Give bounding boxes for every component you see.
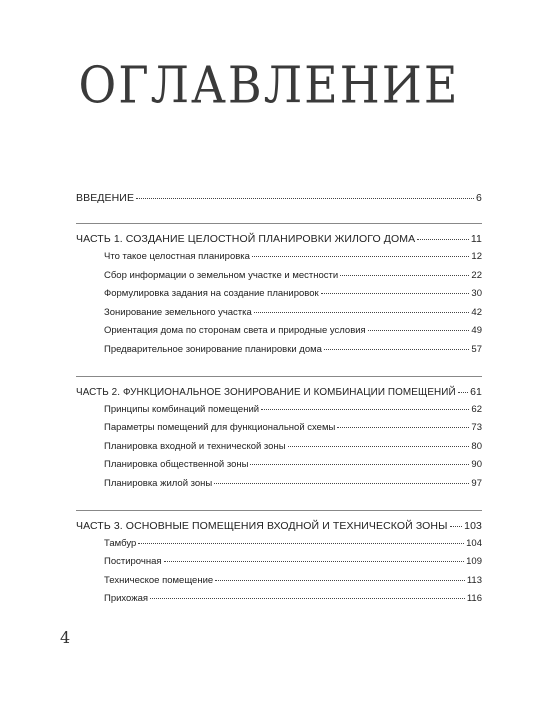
dot-leader: [250, 464, 469, 465]
dot-leader: [136, 198, 474, 199]
toc-subentry[interactable]: [76, 575, 482, 594]
toc-chapter-2[interactable]: [76, 386, 482, 404]
dot-leader: [368, 330, 470, 331]
toc-entry-label: Ориентация дома по сторонам света и природные условия: [104, 325, 366, 337]
toc-subentry[interactable]: [76, 556, 482, 575]
toc-entry-page: 90: [471, 459, 482, 471]
toc-entry-label: Формулировка задания на создание планировок: [104, 288, 319, 300]
toc-subentry[interactable]: [76, 288, 482, 307]
dot-leader: [450, 526, 463, 527]
toc-entry-page: 104: [466, 537, 482, 549]
toc-entry-page: 61: [470, 385, 482, 398]
section-divider: [76, 510, 482, 511]
section-divider: [76, 376, 482, 377]
dot-leader: [138, 543, 464, 544]
toc-entry-label: Прихожая: [104, 593, 149, 605]
toc-entry-page: 6: [476, 192, 482, 204]
toc-subentry[interactable]: [76, 459, 482, 478]
dot-leader: [288, 446, 470, 447]
toc-entry-label: Параметры помещений для функциональной схемы: [104, 422, 336, 434]
page-title: ОГЛАВЛЕНИЕ: [78, 55, 460, 115]
dot-leader: [340, 275, 469, 276]
dot-leader: [254, 312, 470, 313]
toc-chapter-1[interactable]: [76, 233, 482, 251]
toc-entry-page: 103: [464, 519, 482, 532]
toc-subentry[interactable]: [76, 307, 482, 326]
toc-entry-label: ВВЕДЕНИЕ: [76, 192, 135, 204]
dot-leader: [324, 349, 469, 350]
toc-entry-page: 12: [471, 251, 482, 262]
section-divider: [76, 223, 482, 224]
page-number: 4: [60, 628, 71, 647]
toc-entry-label: Техническое помещение: [104, 574, 214, 586]
toc-subentry[interactable]: [76, 478, 482, 497]
toc-subentry[interactable]: [76, 422, 482, 441]
dot-leader: [337, 427, 469, 428]
toc-entry-label: Планировка входной и технической зоны: [104, 440, 286, 452]
toc-subentry[interactable]: [76, 270, 482, 289]
dot-leader: [215, 580, 465, 581]
toc-entry-page: 42: [471, 306, 482, 318]
toc-subentry[interactable]: [76, 441, 482, 460]
toc-subentry[interactable]: [76, 593, 482, 612]
toc-entry-page: 49: [471, 325, 482, 337]
toc-entry-page: 73: [471, 422, 482, 434]
toc-entry-label: Зонирование земельного участка: [104, 306, 252, 318]
toc-entry-page: 62: [471, 403, 482, 415]
toc-entry-page: 30: [471, 288, 482, 300]
toc-entry-page: 11: [470, 233, 482, 245]
toc-entry-label: Постирочная: [104, 556, 162, 568]
toc-entry-label: Что такое целостная планировка: [104, 251, 250, 262]
toc-entry-page: 113: [466, 574, 482, 586]
dot-leader: [252, 256, 469, 257]
toc-entry-introduction[interactable]: [76, 192, 482, 210]
dot-leader: [458, 392, 468, 393]
toc-subentry[interactable]: [76, 344, 482, 363]
dot-leader: [150, 598, 465, 599]
toc-entry-label: Тамбур: [104, 537, 137, 549]
dot-leader: [417, 239, 469, 240]
dot-leader: [214, 483, 469, 484]
toc-entry-label: Планировка общественной зоны: [104, 459, 249, 471]
toc-entry-label: ЧАСТЬ 1. СОЗДАНИЕ ЦЕЛОСТНОЙ ПЛАНИРОВКИ ЖИЛОГО ДОМА: [76, 233, 416, 245]
toc-entry-label: Предварительное зонирование планировки дома: [104, 343, 322, 355]
toc-chapter-3[interactable]: [76, 520, 482, 538]
toc-entry-label: Сбор информации о земельном участке и местности: [104, 269, 339, 281]
toc-entry-page: 22: [471, 269, 482, 281]
toc-entry-page: 109: [466, 556, 482, 568]
toc-entry-page: 57: [471, 343, 482, 355]
dot-leader: [321, 293, 470, 294]
toc-entry-page: 116: [466, 593, 482, 605]
dot-leader: [164, 561, 465, 562]
toc-subentry[interactable]: [76, 404, 482, 423]
toc-entry-label: ЧАСТЬ 2. ФУНКЦИОНАЛЬНОЕ ЗОНИРОВАНИЕ И КОМБИНАЦИИ ПОМЕЩЕНИЙ: [76, 385, 456, 398]
toc-subentry[interactable]: [76, 538, 482, 557]
toc-subentry[interactable]: [76, 251, 482, 270]
toc-entry-label: Принципы комбинаций помещений: [104, 403, 260, 415]
toc-subentry[interactable]: [76, 325, 482, 344]
toc-entry-label: ЧАСТЬ 3. ОСНОВНЫЕ ПОМЕЩЕНИЯ ВХОДНОЙ И ТЕХНИЧЕСКОЙ ЗОНЫ: [76, 519, 448, 532]
dot-leader: [261, 409, 469, 410]
toc-entry-page: 80: [471, 440, 482, 452]
toc-entry-page: 97: [471, 477, 482, 489]
toc-entry-label: Планировка жилой зоны: [104, 477, 213, 489]
table-of-contents: [76, 192, 482, 612]
